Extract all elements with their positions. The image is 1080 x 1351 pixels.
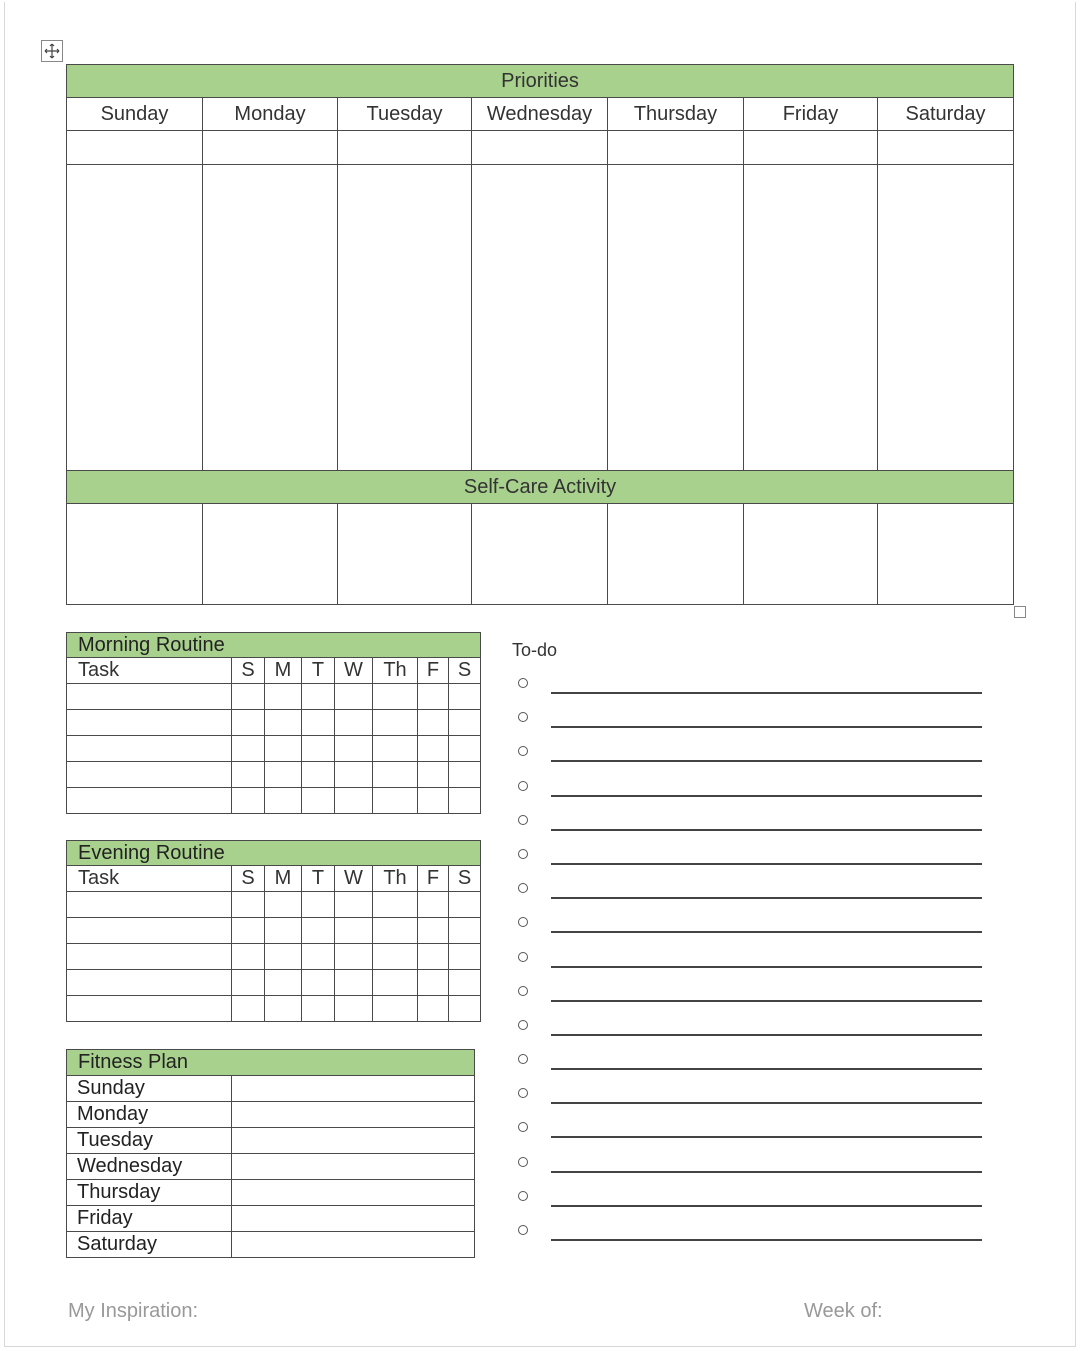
todo-write-line[interactable] (551, 1068, 982, 1070)
circle-bullet-icon (518, 1225, 528, 1235)
circle-bullet-icon (518, 1157, 528, 1167)
table-move-handle[interactable] (41, 40, 63, 62)
todo-list (518, 668, 988, 1249)
task-column-header: Task (67, 866, 232, 892)
list-item[interactable] (518, 1112, 988, 1146)
priority-cell[interactable] (338, 131, 472, 165)
list-item[interactable] (518, 839, 988, 873)
day-header-saturday: Saturday (878, 98, 1014, 131)
schedule-cell[interactable] (472, 165, 608, 471)
day-col-wednesday: W (335, 658, 373, 684)
day-col-thursday: Th (373, 658, 418, 684)
todo-write-line[interactable] (551, 897, 982, 899)
fitness-entry[interactable] (232, 1206, 475, 1232)
list-item[interactable] (518, 702, 988, 736)
todo-write-line[interactable] (551, 1205, 982, 1207)
table-row (67, 710, 481, 736)
todo-write-line[interactable] (551, 726, 982, 728)
list-item[interactable] (518, 1181, 988, 1215)
day-header-tuesday: Tuesday (338, 98, 472, 131)
circle-bullet-icon (518, 849, 528, 859)
day-col-friday: F (418, 658, 449, 684)
todo-write-line[interactable] (551, 1171, 982, 1173)
priorities-header: Priorities (67, 65, 1014, 98)
fitness-entry[interactable] (232, 1180, 475, 1206)
table-row (67, 970, 481, 996)
fitness-day-tuesday: Tuesday (67, 1128, 232, 1154)
list-item[interactable] (518, 805, 988, 839)
list-item[interactable] (518, 1044, 988, 1078)
list-item[interactable] (518, 907, 988, 941)
week-of-label: Week of: (804, 1300, 883, 1322)
day-col-thursday: Th (373, 866, 418, 892)
day-header-friday: Friday (744, 98, 878, 131)
self-care-cell[interactable] (67, 504, 203, 605)
day-col-tuesday: T (302, 658, 335, 684)
self-care-cell[interactable] (878, 504, 1014, 605)
circle-bullet-icon (518, 986, 528, 996)
priority-cell[interactable] (878, 131, 1014, 165)
day-header-monday: Monday (203, 98, 338, 131)
list-item[interactable] (518, 736, 988, 770)
circle-bullet-icon (518, 1191, 528, 1201)
table-row (67, 944, 481, 970)
list-item[interactable] (518, 1215, 988, 1249)
table-row (67, 684, 481, 710)
todo-write-line[interactable] (551, 692, 982, 694)
table-resize-handle[interactable] (1014, 606, 1026, 618)
todo-write-line[interactable] (551, 1136, 982, 1138)
priority-cell[interactable] (608, 131, 744, 165)
fitness-entry[interactable] (232, 1102, 475, 1128)
day-col-wednesday: W (335, 866, 373, 892)
todo-write-line[interactable] (551, 966, 982, 968)
todo-write-line[interactable] (551, 863, 982, 865)
circle-bullet-icon (518, 1054, 528, 1064)
priority-cell[interactable] (203, 131, 338, 165)
list-item[interactable] (518, 668, 988, 702)
fitness-plan-title: Fitness Plan (67, 1050, 475, 1076)
circle-bullet-icon (518, 781, 528, 791)
morning-routine-table (66, 632, 481, 814)
fitness-entry[interactable] (232, 1154, 475, 1180)
day-col-saturday: S (449, 866, 481, 892)
todo-write-line[interactable] (551, 1000, 982, 1002)
day-header-sunday: Sunday (67, 98, 203, 131)
self-care-cell[interactable] (203, 504, 338, 605)
self-care-header: Self-Care Activity (67, 471, 1014, 504)
priority-cell[interactable] (67, 131, 203, 165)
table-row (67, 788, 481, 814)
circle-bullet-icon (518, 746, 528, 756)
table-row (67, 996, 481, 1022)
table-row (67, 762, 481, 788)
schedule-cell[interactable] (744, 165, 878, 471)
evening-routine-table (66, 840, 481, 1022)
day-col-sunday: S (232, 658, 265, 684)
circle-bullet-icon (518, 815, 528, 825)
circle-bullet-icon (518, 678, 528, 688)
fitness-entry[interactable] (232, 1076, 475, 1102)
fitness-day-thursday: Thursday (67, 1180, 232, 1206)
self-care-cell[interactable] (338, 504, 472, 605)
list-item[interactable] (518, 942, 988, 976)
task-column-header: Task (67, 658, 232, 684)
list-item[interactable] (518, 1010, 988, 1044)
schedule-cell[interactable] (67, 165, 203, 471)
self-care-cell[interactable] (608, 504, 744, 605)
todo-write-line[interactable] (551, 1034, 982, 1036)
table-row (67, 736, 481, 762)
fitness-day-monday: Monday (67, 1102, 232, 1128)
circle-bullet-icon (518, 1020, 528, 1030)
fitness-entry[interactable] (232, 1128, 475, 1154)
day-col-friday: F (418, 866, 449, 892)
circle-bullet-icon (518, 917, 528, 927)
list-item[interactable] (518, 873, 988, 907)
table-row (67, 892, 481, 918)
schedule-cell[interactable] (338, 165, 472, 471)
todo-write-line[interactable] (551, 1102, 982, 1104)
self-care-cell[interactable] (472, 504, 608, 605)
circle-bullet-icon (518, 712, 528, 722)
day-col-saturday: S (449, 658, 481, 684)
circle-bullet-icon (518, 1122, 528, 1132)
todo-write-line[interactable] (551, 760, 982, 762)
schedule-cell[interactable] (878, 165, 1014, 471)
todo-title: To-do (512, 640, 558, 660)
day-col-monday: M (265, 658, 302, 684)
table-row (67, 918, 481, 944)
todo-write-line[interactable] (551, 1239, 982, 1241)
circle-bullet-icon (518, 952, 528, 962)
priority-cell[interactable] (744, 131, 878, 165)
inspiration-label: My Inspiration: (68, 1300, 199, 1322)
circle-bullet-icon (518, 883, 528, 893)
morning-routine-title: Morning Routine (67, 633, 481, 658)
self-care-cell[interactable] (744, 504, 878, 605)
schedule-cell[interactable] (608, 165, 744, 471)
evening-routine-title: Evening Routine (67, 841, 481, 866)
fitness-day-wednesday: Wednesday (67, 1154, 232, 1180)
weekly-table (66, 64, 1014, 605)
todo-write-line[interactable] (551, 829, 982, 831)
fitness-entry[interactable] (232, 1232, 475, 1258)
day-col-tuesday: T (302, 866, 335, 892)
todo-write-line[interactable] (551, 795, 982, 797)
fitness-day-friday: Friday (67, 1206, 232, 1232)
list-item[interactable] (518, 771, 988, 805)
day-col-monday: M (265, 866, 302, 892)
circle-bullet-icon (518, 1088, 528, 1098)
move-icon (44, 43, 60, 59)
day-col-sunday: S (232, 866, 265, 892)
fitness-plan-table (66, 1049, 475, 1258)
priority-cell[interactable] (472, 131, 608, 165)
fitness-day-saturday: Saturday (67, 1232, 232, 1258)
list-item[interactable] (518, 1078, 988, 1112)
schedule-cell[interactable] (203, 165, 338, 471)
day-header-wednesday: Wednesday (472, 98, 608, 131)
fitness-day-sunday: Sunday (67, 1076, 232, 1102)
list-item[interactable] (518, 1147, 988, 1181)
day-header-thursday: Thursday (608, 98, 744, 131)
todo-write-line[interactable] (551, 931, 982, 933)
list-item[interactable] (518, 976, 988, 1010)
